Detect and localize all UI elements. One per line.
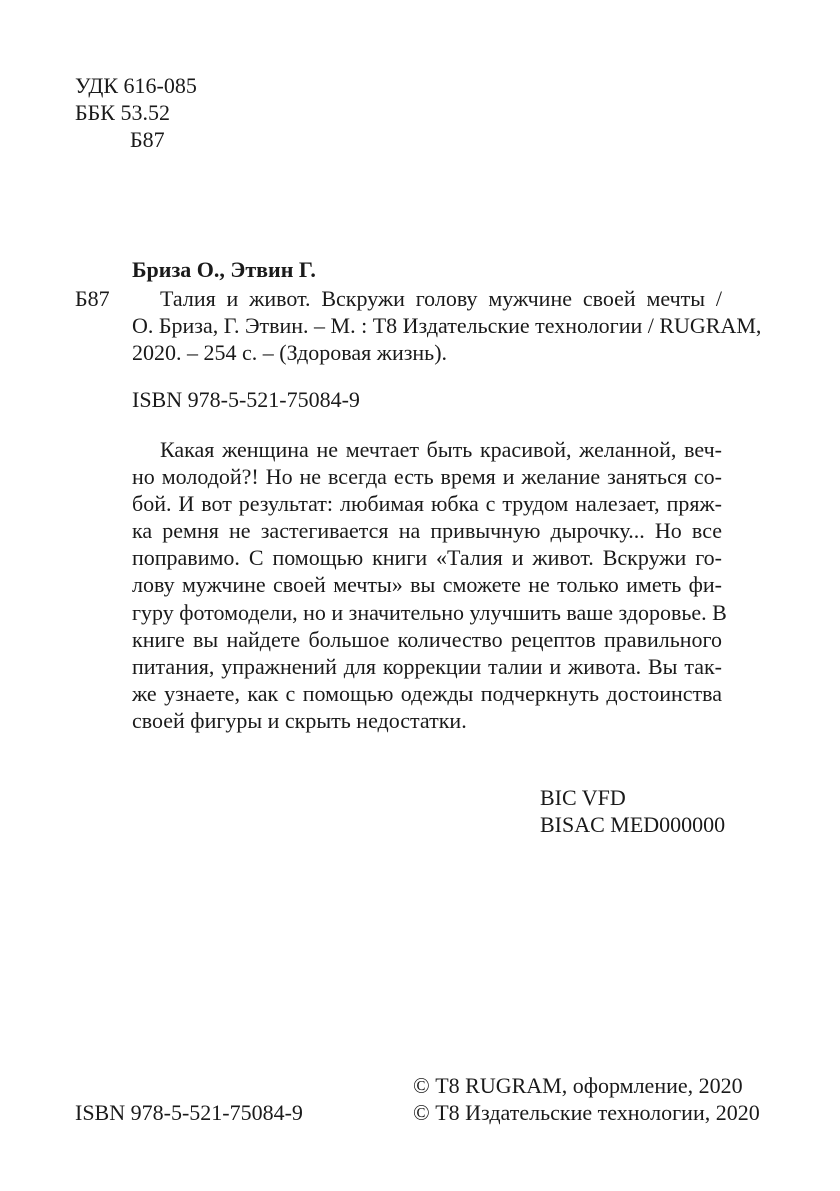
annotation-line: гуру фотомодели, но и значительно улучшить ваше здоровье. В xyxy=(132,599,727,625)
annotation-line: питания, упражнений для коррекции талии и живота. Вы так- xyxy=(132,653,722,679)
bisac-code: BISAC MED000000 xyxy=(540,812,726,837)
footer-isbn: ISBN 978-5-521-75084-9 xyxy=(75,1100,303,1125)
annotation-line: лову мужчине своей мечты» вы сможете не только иметь фи- xyxy=(132,572,722,598)
udk-code: УДК 616-085 xyxy=(75,73,197,98)
copyright-design: © Т8 RUGRAM, оформление, 2020 xyxy=(413,1073,743,1098)
annotation-line: но молодой?! Но не всегда есть время и желание заняться со- xyxy=(132,464,722,490)
record-author: Бриза О., Этвин Г. xyxy=(132,257,316,282)
annotation-line: же узнаете, как с помощью одежды подчеркнуть достоинства xyxy=(132,680,722,706)
annotation-line: ка ремня не застегивается на привычную дырочку... Но все xyxy=(132,518,722,544)
record-author-mark: Б87 xyxy=(75,286,110,311)
annotation-line: поправимо. С помощью книги «Талия и живот. Вскружи го- xyxy=(132,545,722,571)
bic-code: BIC VFD xyxy=(540,785,626,810)
record-isbn: ISBN 978-5-521-75084-9 xyxy=(132,387,360,412)
author-mark: Б87 xyxy=(130,127,165,152)
annotation xyxy=(132,436,727,734)
biblio-line: Талия и живот. Вскружи голову мужчине своей мечты / xyxy=(160,286,722,311)
bibliographic-description xyxy=(132,285,762,366)
bbk-code: ББК 53.52 xyxy=(75,100,170,125)
biblio-line: 2020. – 254 с. – (Здоровая жизнь). xyxy=(132,340,448,365)
annotation-line: своей фигуры и скрыть недостатки. xyxy=(132,707,467,733)
annotation-line: книге вы найдете большое количество рецептов правильного xyxy=(132,626,722,652)
annotation-line: Какая женщина не мечтает быть красивой, желанной, веч- xyxy=(160,437,722,462)
annotation-line: бой. И вот результат: любимая юбка с трудом налезает, пряж- xyxy=(132,491,722,517)
biblio-line: О. Бриза, Г. Этвин. – М. : Т8 Издательские технологии / RUGRAM, xyxy=(132,313,762,338)
copyright-publisher: © Т8 Издательские технологии, 2020 xyxy=(413,1100,760,1125)
